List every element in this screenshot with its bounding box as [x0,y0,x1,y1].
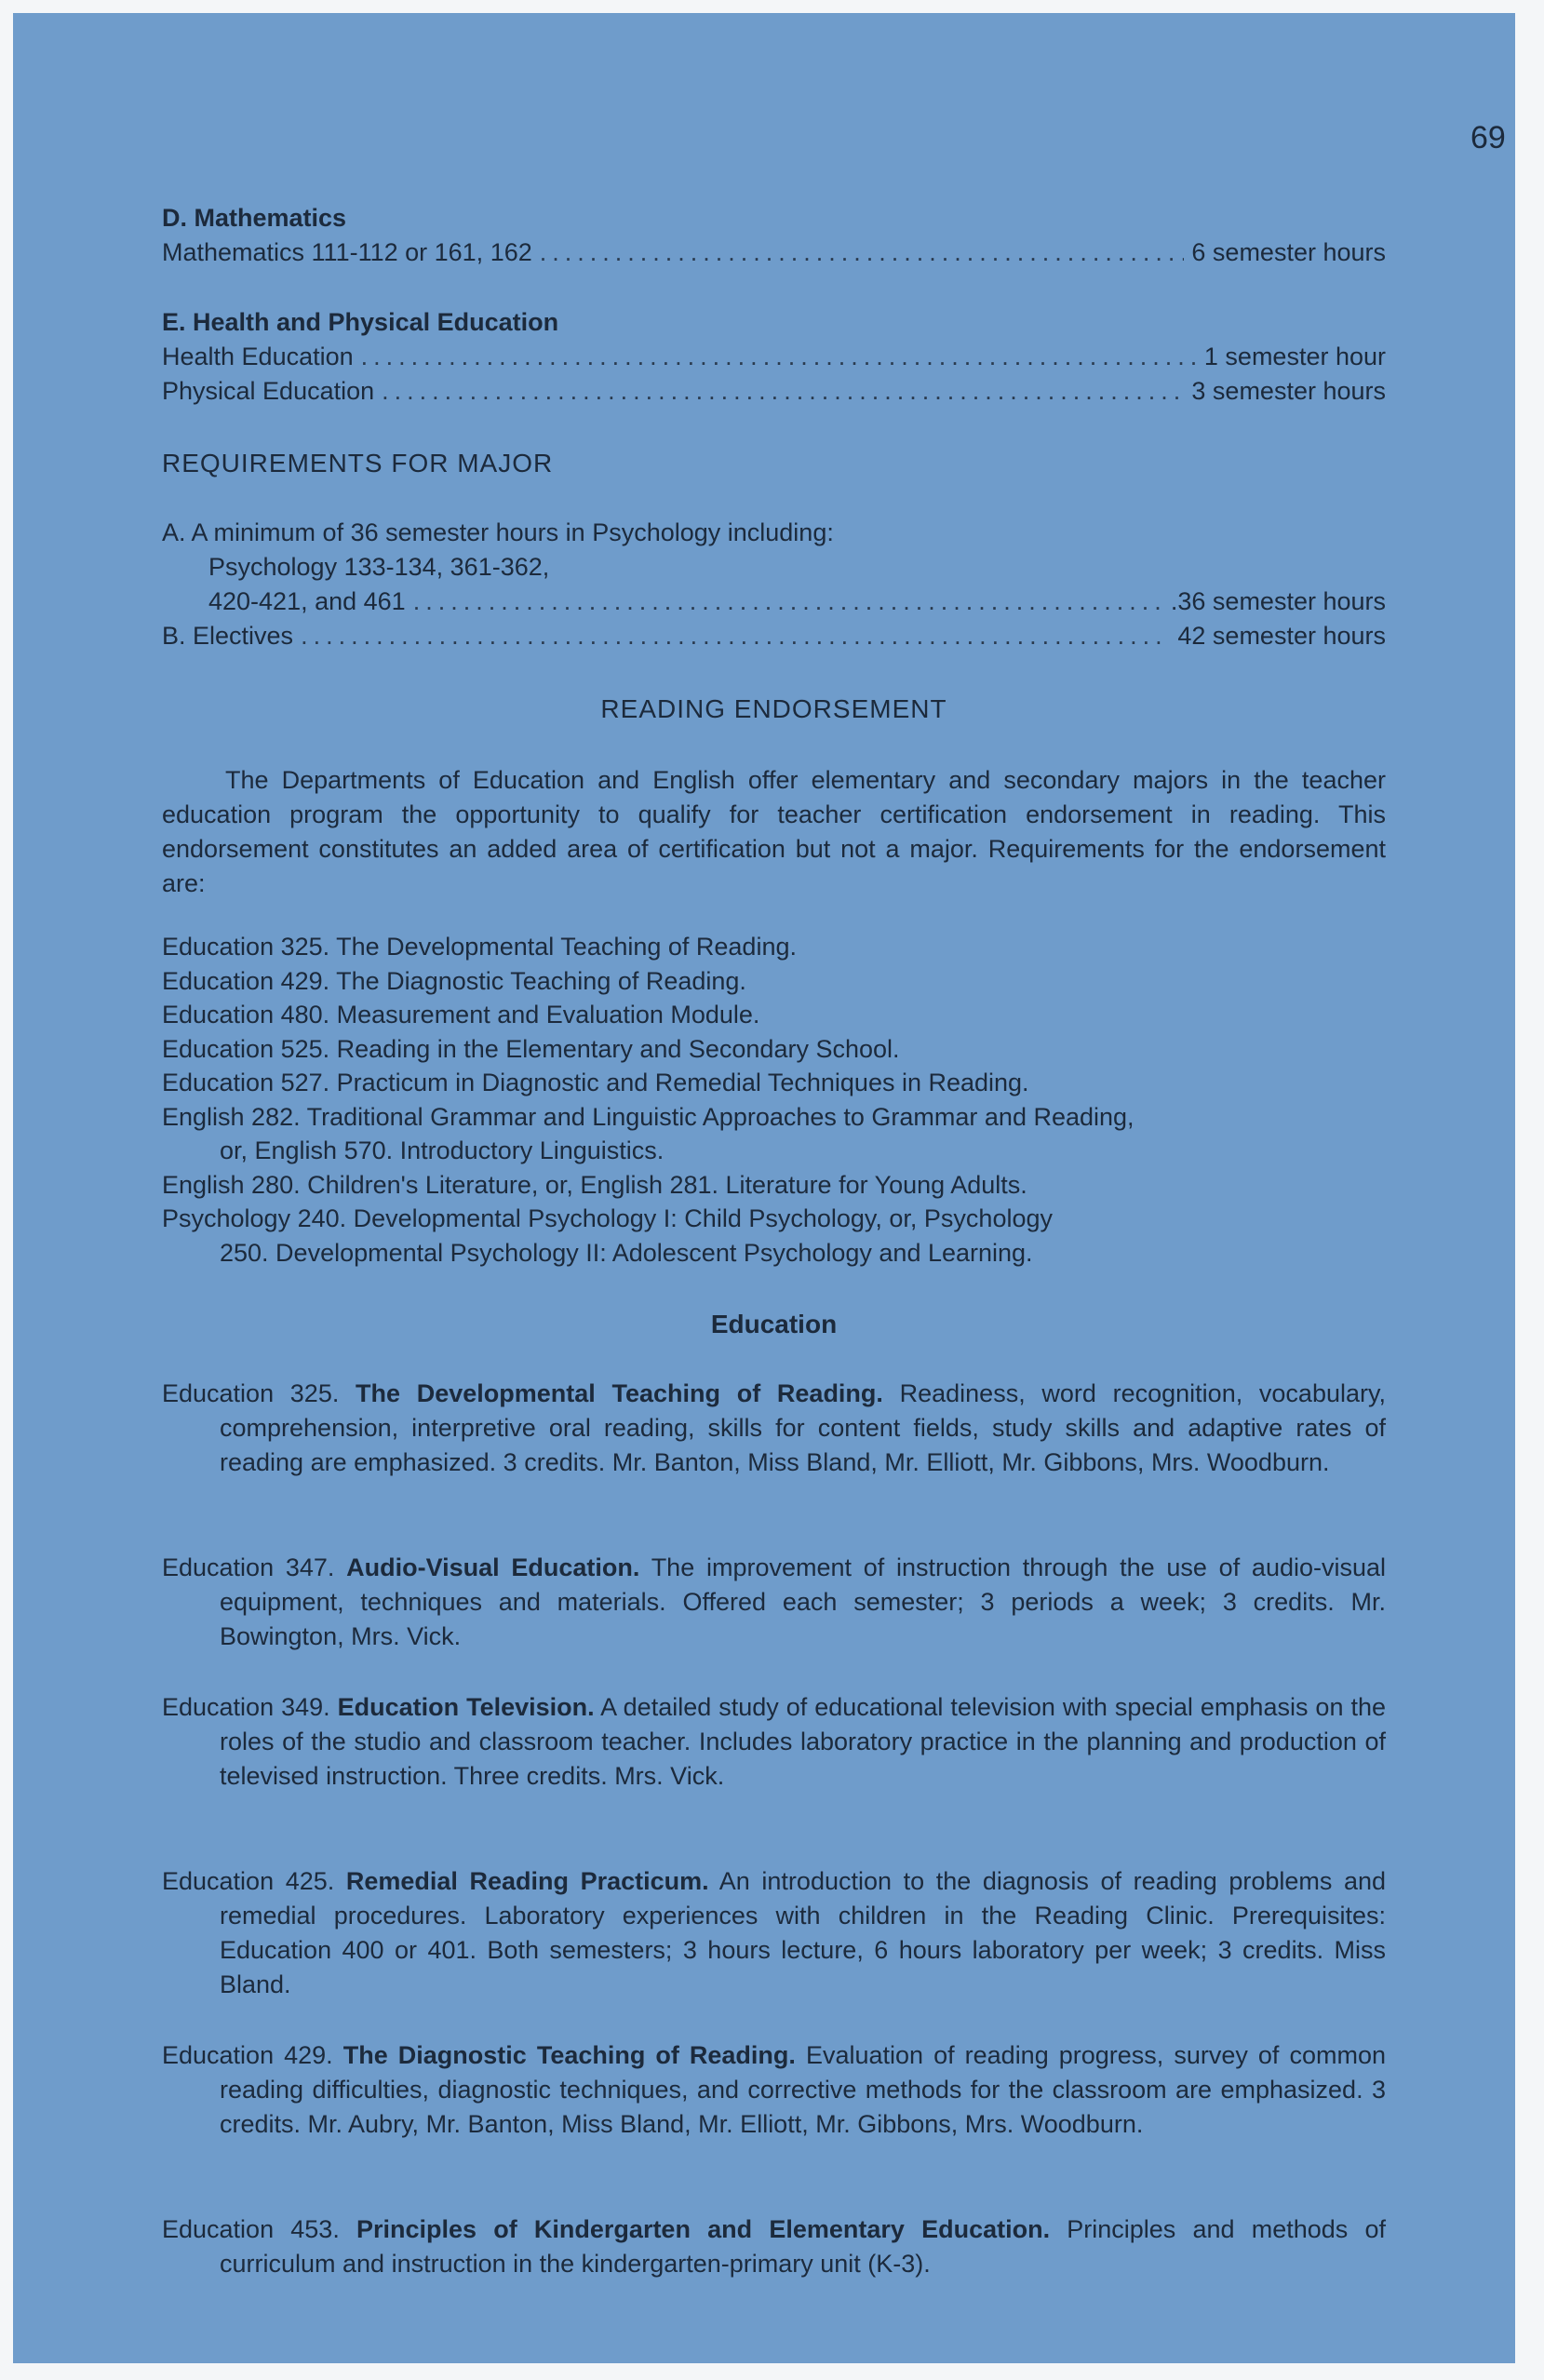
section-d-heading: D. Mathematics [162,204,347,232]
requirement-hours: 1 semester hour [1203,343,1386,370]
list-item: Education 429. The Diagnostic Teaching of Reading. [162,966,746,995]
section-e-heading: E. Health and Physical Education [162,308,559,336]
list-item: Education 527. Practicum in Diagnostic and Remedial Techniques in Reading. [162,1069,1029,1096]
requirement-label: Health Education [162,343,354,370]
list-item: Education 525. Reading in the Elementary and Secondary School. [162,1034,900,1063]
requirement-label: B. Electives [162,622,294,650]
mathematics-requirement-line [162,238,1386,267]
course-entry: Education 425. Remedial Reading Practicum. An introduction to the diagnosis of reading problems and remedial procedures. Laboratory experiences with children in the Reading Clinic. Prerequisites: Education 400 or 401. Both semesters; 3 hours lecture, 6 hours laboratory per week; 3 credits. Miss Bland. [162,1867,1387,1998]
requirement-hours: .36 semester hours [1170,587,1386,615]
course-title: The Diagnostic Teaching of Reading. [342,2041,796,2069]
requirement-label: Mathematics 111-112 or 161, 162 [162,238,532,266]
dot-leader [301,622,1170,651]
endorsement-requirements-list [162,930,1386,1270]
requirement-label: 420-421, and 461 [208,587,406,615]
reading-endorsement-heading: READING ENDORSEMENT [600,694,947,723]
course-title: Audio-Visual Education. [346,1553,640,1581]
reading-endorsement-intro: The Departments of Education and English offer elementary and secondary majors in the teacher education program the opportunity to qualify for teacher certification endorsement in reading. This endorsement constitutes an added area of certification but not a major. Requirements for the endorsement are: [162,766,1386,897]
major-item-a-line1: A. A minimum of 36 semester hours in Psychology including: [162,518,834,546]
course-description: The improvement of instruction through the use of audio-visual equipment, techniques and materials. Offered each semester; 3 periods a week; 3 credits. Mr. Bowington, Mrs. Vick. [220,1553,1387,1650]
major-item-a-line3 [162,587,1386,616]
page-number: 69 [1470,120,1506,155]
health-education-line [162,343,1386,371]
course-description: An introduction to the diagnosis of reading problems and remedial procedures. Laboratory experiences with children in the Reading Clinic. Prerequisites: Education 400 or 401. Both semesters; 3 hours lecture, 6 hours laboratory per week; 3 credits. Miss Bland. [220,1867,1387,1998]
major-item-b-line [162,622,1386,651]
dot-leader [382,377,1184,406]
education-section-heading: Education [710,1310,838,1338]
requirement-hours: 6 semester hours [1191,238,1386,266]
major-requirements-heading: REQUIREMENTS FOR MAJOR [162,449,554,477]
requirement-label: Physical Education [162,377,375,405]
course-title: Education Television. [337,1693,595,1721]
course-entry: Education 347. Audio-Visual Education. The improvement of instruction through the use of audio-visual equipment, techniques and materials. Offered each semester; 3 periods a week; 3 credits. Mr. Bowington, Mrs. Vick. [162,1553,1387,1650]
course-title: Principles of Kindergarten and Elementary Education. [356,2215,1051,2243]
course-description: Readiness, word recognition, vocabulary, comprehension, interpretive oral reading, skills for content fields, study skills and adaptive rates of reading are emphasized. 3 credits. Mr. Banton, Miss Bland, Mr. Elliott, Mr. Gibbons, Mrs. Woodburn. [220,1379,1386,1476]
course-entry: Education 453. Principles of Kindergarten and Elementary Education. Principles and methods of curriculum and instruction in the kindergarten-primary unit (K-3). [162,2215,1386,2278]
physical-education-line [162,377,1386,406]
dot-leader [413,587,1163,616]
course-title: The Developmental Teaching of Reading. [356,1379,883,1407]
course-description: A detailed study of educational television with special emphasis on the roles of the studio and classroom teacher. Includes laboratory practice in the planning and production of televised instruction. Three credits. Mrs. Vick. [220,1693,1386,1790]
course-entry: Education 429. The Diagnostic Teaching of Reading. Evaluation of reading progress, survey of common reading difficulties, diagnostic techniques, and corrective methods for the classroom are emphasized. 3 credits. Mr. Aubry, Mr. Banton, Miss Bland, Mr. Elliott, Mr. Gibbons, Mrs. Woodburn. [162,2041,1386,2138]
list-item: English 280. Children's Literature, or, English 281. Literature for Young Adults. [162,1170,1027,1199]
course-description: Principles and methods of curriculum and instruction in the kindergarten-primary unit (K-3). [220,2215,1386,2278]
catalog-page [13,13,1515,2363]
requirement-hours: 42 semester hours [1177,622,1386,650]
major-item-a-line2: Psychology 133-134, 361-362, [208,553,550,581]
course-entry: Education 349. Education Television. A detailed study of educational television with special emphasis on the roles of the studio and classroom teacher. Includes laboratory practice in the planning and production of televised instruction. Three credits. Mrs. Vick. [162,1693,1386,1790]
list-item: English 282. Traditional Grammar and Linguistic Approaches to Grammar and Reading, or, English 570. Introductory Linguistics. [162,1102,1135,1164]
list-item: Education 325. The Developmental Teaching of Reading. [162,933,797,961]
dot-leader [540,238,1185,267]
course-title: Remedial Reading Practicum. [345,1867,709,1895]
list-item: Education 480. Measurement and Evaluation Module. [162,1001,760,1029]
requirement-hours: 3 semester hours [1191,377,1386,405]
list-item: Psychology 240. Developmental Psychology I: Child Psychology, or, Psychology 250. Developmental Psychology II: Adolescent Psychology and Learning. [162,1204,1053,1267]
course-description: Evaluation of reading progress, survey of common reading difficulties, diagnostic techniques, and corrective methods for the classroom are emphasized. 3 credits. Mr. Aubry, Mr. Banton, Miss Bland, Mr. Elliott, Mr. Gibbons, Mrs. Woodburn. [220,2041,1386,2138]
dot-leader [361,343,1197,371]
course-entry: Education 325. The Developmental Teaching of Reading. Readiness, word recognition, vocabulary, comprehension, interpretive oral reading, skills for content fields, study skills and adaptive rates of reading are emphasized. 3 credits. Mr. Banton, Miss Bland, Mr. Elliott, Mr. Gibbons, Mrs. Woodburn. [162,1379,1386,1476]
